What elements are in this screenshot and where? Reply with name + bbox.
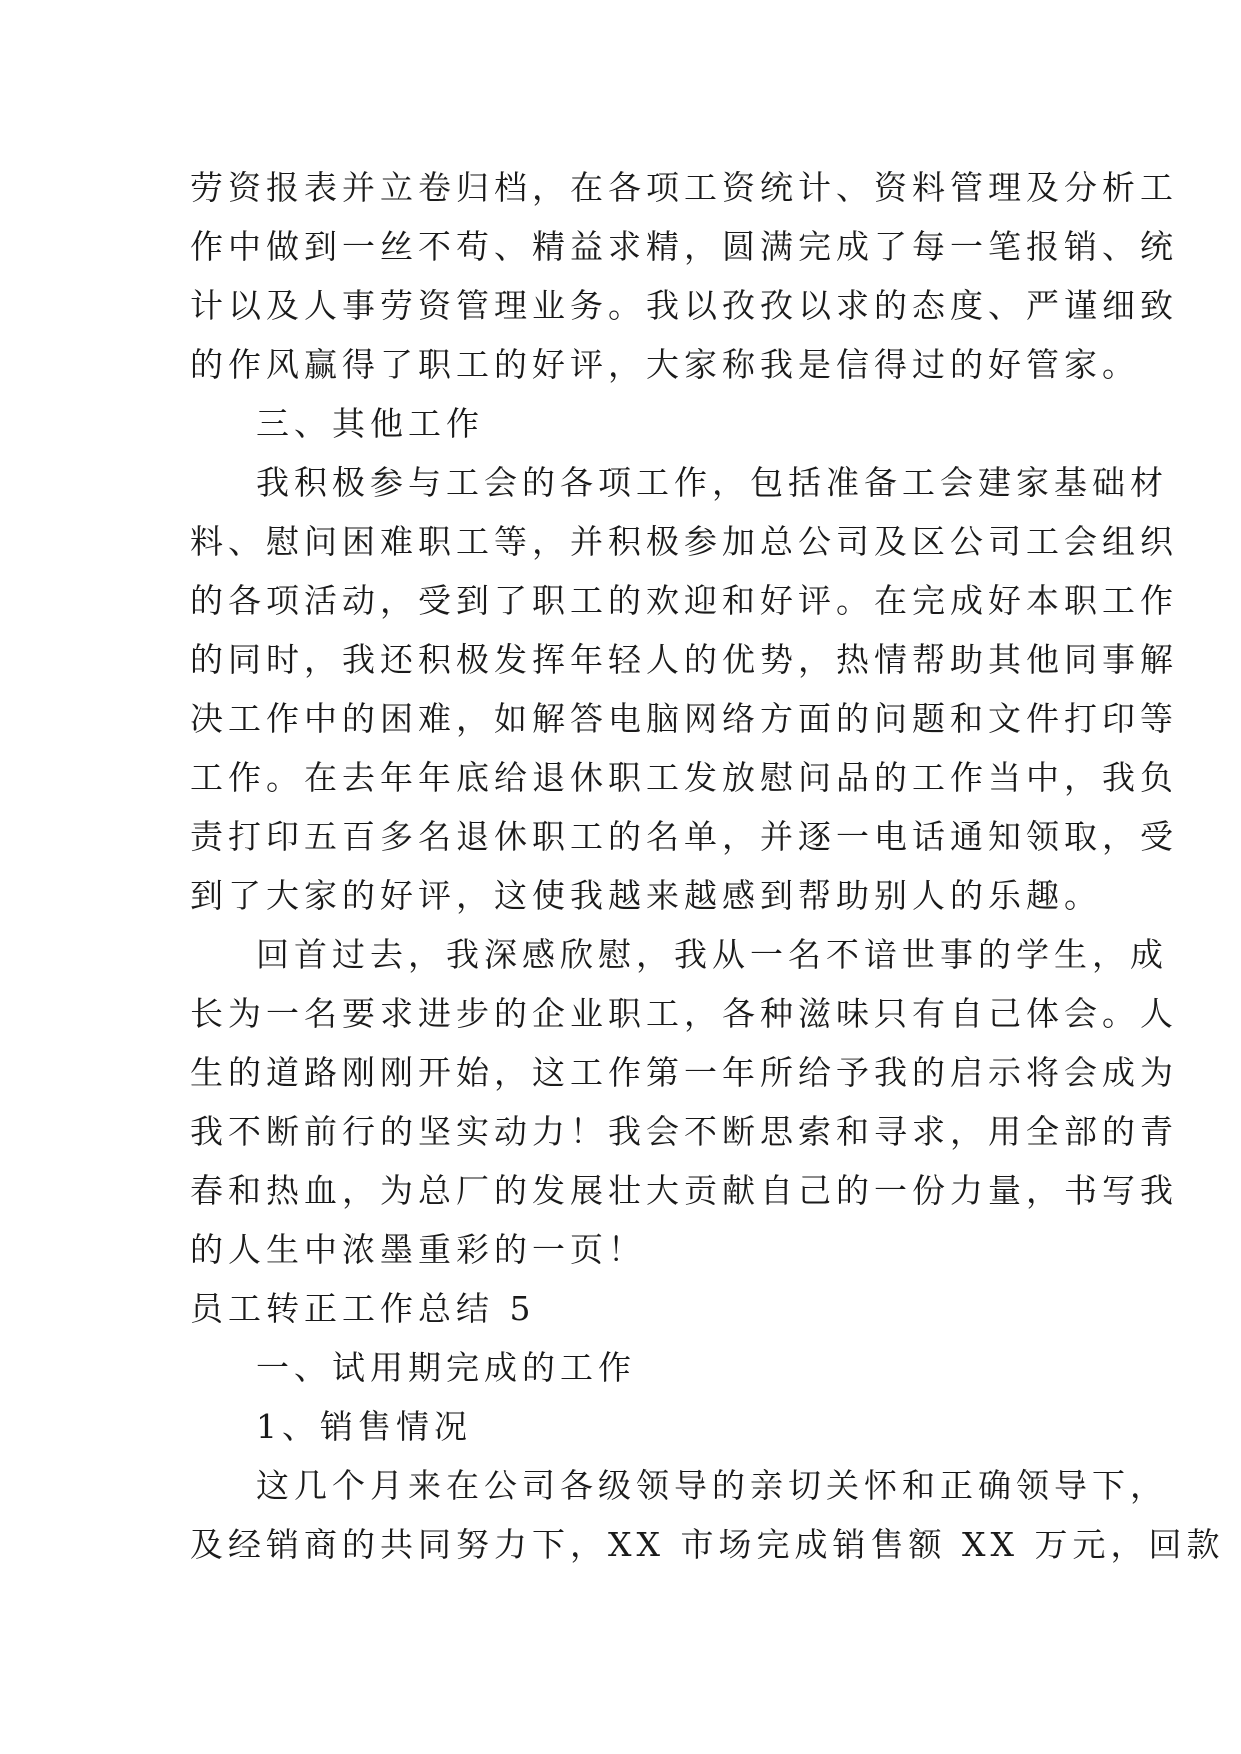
text-line: 我不断前行的坚实动力！我会不断思索和寻求，用全部的青 [190, 1112, 1178, 1151]
text-line: 我积极参与工会的各项工作，包括准备工会建家基础材 [256, 463, 1168, 502]
text-line: 计以及人事劳资管理业务。我以孜孜以求的态度、严谨细致 [190, 286, 1178, 325]
text-line: 料、慰问困难职工等，并积极参加总公司及区公司工会组织 [190, 522, 1178, 561]
text-line: 作中做到一丝不苟、精益求精，圆满完成了每一笔报销、统 [190, 227, 1178, 266]
subsection-heading-sales: 1、销售情况 [256, 1407, 472, 1446]
text-line: 长为一名要求进步的企业职工，各种滋味只有自己体会。人 [190, 994, 1178, 1033]
text-line: 及经销商的共同努力下，XX 市场完成销售额 XX 万元，回款 [190, 1525, 1225, 1564]
text-line: 回首过去，我深感欣慰，我从一名不谙世事的学生，成 [256, 935, 1168, 974]
text-line: 到了大家的好评，这使我越来越感到帮助别人的乐趣。 [190, 876, 1102, 915]
document-body [190, 158, 1225, 1574]
text-line: 的同时，我还积极发挥年轻人的优势，热情帮助其他同事解 [190, 640, 1178, 679]
text-line: 的作风赢得了职工的好评，大家称我是信得过的好管家。 [190, 345, 1140, 384]
text-line: 劳资报表并立卷归档，在各项工资统计、资料管理及分析工 [190, 168, 1178, 207]
document-title: 员工转正工作总结 5 [190, 1289, 536, 1328]
text-line: 生的道路刚刚开始，这工作第一年所给予我的启示将会成为 [190, 1053, 1178, 1092]
section-heading-probation-work: 一、试用期完成的工作 [256, 1348, 636, 1387]
section-heading-other-work: 三、其他工作 [256, 404, 484, 443]
text-line: 决工作中的困难，如解答电脑网络方面的问题和文件打印等 [190, 699, 1178, 738]
text-line: 的各项活动，受到了职工的欢迎和好评。在完成好本职工作 [190, 581, 1178, 620]
text-line: 的人生中浓墨重彩的一页！ [190, 1230, 646, 1269]
text-line: 工作。在去年年底给退休职工发放慰问品的工作当中，我负 [190, 758, 1178, 797]
text-line: 春和热血，为总厂的发展壮大贡献自己的一份力量，书写我 [190, 1171, 1178, 1210]
text-line: 这几个月来在公司各级领导的亲切关怀和正确领导下， [256, 1466, 1168, 1505]
text-line: 责打印五百多名退休职工的名单，并逐一电话通知领取，受 [190, 817, 1178, 856]
